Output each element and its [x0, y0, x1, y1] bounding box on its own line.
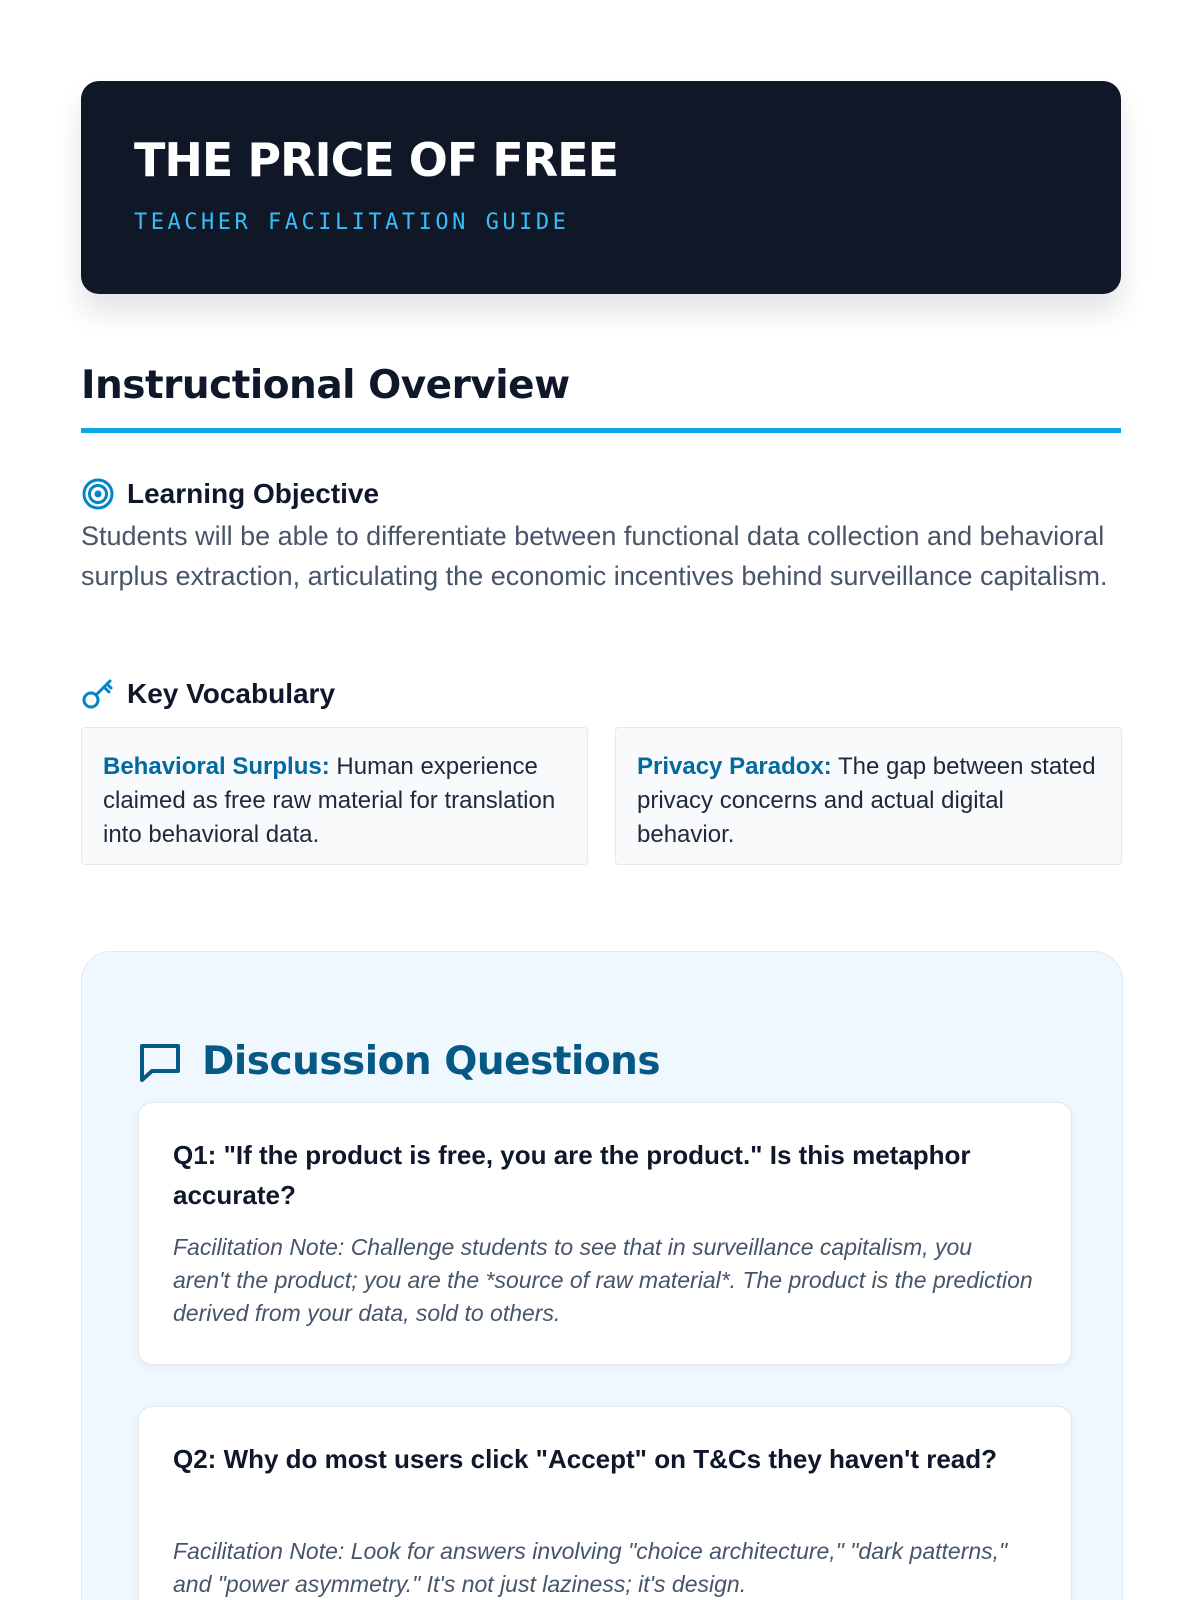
learning-objective-label: Learning Objective [127, 478, 380, 509]
guide-subtitle: TEACHER FACILITATION GUIDE [134, 210, 570, 235]
vocabulary-card-behavioral-surplus [81, 727, 588, 865]
vocabulary-card-privacy-paradox [615, 727, 1122, 865]
discussion-questions-panel [81, 951, 1123, 1600]
learning-objective-heading [81, 476, 379, 512]
discussion-questions-heading [136, 1038, 660, 1086]
target-icon [81, 477, 115, 511]
discussion-question-card-q1 [138, 1102, 1072, 1365]
vocabulary-term: Privacy Paradox: [637, 753, 832, 780]
key-vocabulary-heading [81, 676, 335, 712]
message-square-icon [136, 1038, 184, 1086]
key-icon [81, 677, 115, 711]
discussion-questions-title: Discussion Questions [202, 1039, 661, 1085]
facilitation-note: Facilitation Note: Challenge students to see that in surveillance capitalism, you aren't the product; you are the *source of raw material*. The product is the prediction derived from your data, sold to others. [173, 1234, 1033, 1326]
vocabulary-definition: Human experience claimed as free raw material for translation into behavioral data. [103, 753, 556, 848]
learning-objective-text: Students will be able to differentiate between functional data collection and behavioral surplus extraction, articulating the economic incentives behind surveillance capitalism. [81, 521, 1108, 591]
overview-divider [81, 428, 1121, 433]
guide-header [81, 81, 1121, 294]
facilitation-note: Facilitation Note: Look for answers involving "choice architecture," "dark patterns," and "power asymmetry." It's not just laziness; it's design. [173, 1538, 1008, 1597]
discussion-question-text: Q1: "If the product is free, you are the product." Is this metaphor accurate? [173, 1140, 971, 1210]
instructional-overview-heading: Instructional Overview [81, 363, 570, 408]
key-vocabulary-label: Key Vocabulary [127, 678, 336, 709]
discussion-question-text: Q2: Why do most users click "Accept" on T&Cs they haven't read? [173, 1444, 998, 1474]
vocabulary-definition: The gap between stated privacy concerns and actual digital behavior. [637, 753, 1096, 848]
discussion-question-card-q2 [138, 1406, 1072, 1600]
guide-title: THE PRICE OF FREE [134, 133, 618, 187]
vocabulary-term: Behavioral Surplus: [103, 753, 330, 780]
